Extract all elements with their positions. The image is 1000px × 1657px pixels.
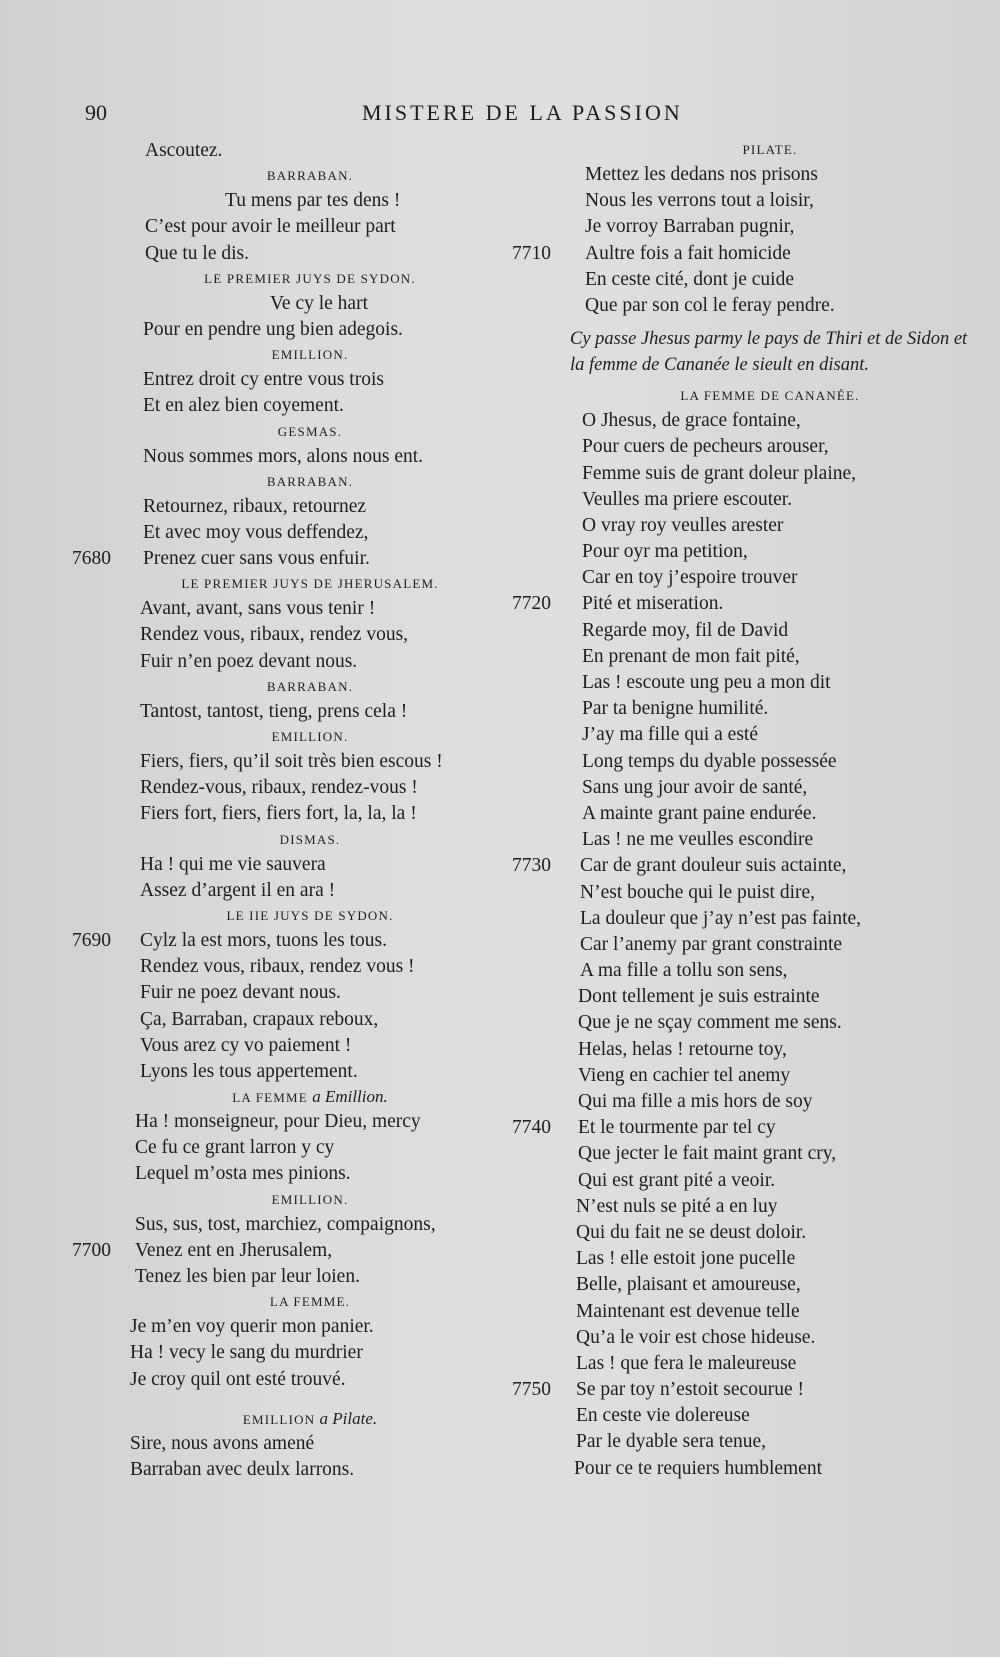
- verse-text: Las ! ne me veulles escondire: [582, 829, 814, 851]
- verse-line: [72, 928, 490, 954]
- left-text-column: [72, 138, 490, 1483]
- verse-line: [570, 1168, 970, 1194]
- verse-line: [130, 852, 490, 878]
- verse-text: Assez d’argent il en ara !: [140, 879, 336, 901]
- verse-line: [570, 1403, 970, 1429]
- verse-line: [570, 1063, 970, 1089]
- verse-text: Je croy quil ont esté trouvé.: [130, 1368, 346, 1390]
- speaker-heading: [130, 420, 490, 444]
- verse-text: Las ! que fera le maleureuse: [576, 1352, 797, 1374]
- verse-text: O Jhesus, de grace fontaine,: [582, 410, 801, 432]
- verse-line: [570, 188, 970, 214]
- verse-text: Tenez les bien par leur loien.: [135, 1266, 360, 1287]
- verse-text: Ascoutez.: [145, 140, 223, 161]
- verse-line: [570, 1194, 970, 1220]
- verse-line: [130, 1367, 490, 1393]
- verse-text: Las ! elle estoit jone pucelle: [576, 1248, 796, 1270]
- speaker-heading: [130, 267, 490, 291]
- speaker-name: LE PREMIER JUYS DE SYDON.: [204, 270, 416, 286]
- verse-line: [130, 699, 490, 725]
- verse-line: [570, 162, 970, 188]
- verse-text: J’ay ma fille qui a esté: [582, 724, 758, 746]
- verse-text: Prenez cuer sans vous enfuir.: [143, 548, 370, 570]
- verse-text: Sans ung jour avoir de santé,: [582, 776, 808, 798]
- verse-line: [570, 906, 970, 932]
- verse-text: Qui ma fille a mis hors de soy: [578, 1091, 813, 1112]
- verse-line: [570, 434, 970, 460]
- speaker-heading: [130, 675, 490, 699]
- speaker-heading: [570, 138, 970, 162]
- speaker-heading: [130, 828, 490, 852]
- verse-line: [570, 293, 970, 319]
- verse-text: Fiers fort, fiers, fiers fort, la, la, la !: [140, 803, 417, 825]
- verse-line: [512, 1115, 970, 1141]
- verse-text: Avant, avant, sans vous tenir !: [140, 598, 376, 620]
- verse-line: [130, 1457, 490, 1483]
- verse-line: [570, 827, 970, 853]
- speaker-name: LE IIE JUYS DE SYDON.: [226, 907, 394, 923]
- verse-line: [130, 980, 490, 1006]
- verse-text: Entrez droit cy entre vous trois: [143, 369, 384, 391]
- verse-text: En prenant de mon fait pité,: [582, 645, 800, 667]
- verse-line: [570, 958, 970, 984]
- verse-text: Tu mens par tes dens !: [225, 190, 401, 212]
- verse-line: [570, 1246, 970, 1272]
- verse-line: [130, 954, 490, 980]
- verse-text: Retournez, ribaux, retournez: [143, 495, 367, 517]
- verse-line: [570, 1010, 970, 1036]
- verse-line: [130, 801, 490, 827]
- speaker-name: LA FEMME: [232, 1090, 308, 1106]
- verse-line: [130, 444, 490, 470]
- verse-text: Helas, helas ! retourne toy,: [578, 1038, 787, 1060]
- verse-text: Fiers, fiers, qu’il soit très bien escous !: [140, 751, 443, 772]
- verse-text: Lyons les tous appertement.: [140, 1060, 358, 1082]
- verse-text: Ce fu ce grant larron y cy: [135, 1137, 335, 1159]
- verse-text: Qui est grant pité a veoir.: [578, 1169, 776, 1191]
- speaker-heading: [130, 904, 490, 928]
- verse-text: N’est bouche qui le puist dire,: [580, 881, 816, 903]
- verse-text: Fuir n’en poez devant nous.: [140, 650, 358, 672]
- verse-text: Rendez vous, ribaux, rendez vous !: [140, 956, 415, 978]
- verse-line: [72, 546, 490, 572]
- verse-text: Regarde moy, fil de David: [582, 619, 789, 641]
- verse-line: [570, 644, 970, 670]
- verse-text: Cylz la est mors, tuons les tous.: [140, 929, 387, 951]
- verse-text: Ça, Barraban, crapaux reboux,: [140, 1008, 379, 1030]
- verse-line: [130, 393, 490, 419]
- verse-text: Et le tourmente par tel cy: [578, 1117, 776, 1139]
- speaker-name: EMILLION.: [271, 729, 349, 744]
- verse-text: Vous arez cy vo paiement !: [140, 1034, 352, 1056]
- verse-text: Par le dyable sera tenue,: [576, 1431, 767, 1453]
- verse-line: [130, 138, 490, 164]
- verse-line: [130, 1431, 490, 1457]
- speaker-name: LA FEMME.: [269, 1294, 351, 1310]
- speaker-name: DISMAS.: [279, 831, 341, 847]
- verse-line: [570, 880, 970, 906]
- speaker-direction: a Pilate.: [315, 1408, 378, 1428]
- verse-line: [570, 932, 970, 958]
- verse-line: [570, 1456, 970, 1482]
- speaker-name: EMILLION: [242, 1411, 316, 1427]
- verse-line: [570, 618, 970, 644]
- verse-text: Sire, nous avons amené: [130, 1432, 315, 1454]
- verse-text: Rendez-vous, ribaux, rendez-vous !: [140, 777, 418, 799]
- verse-text: Aultre fois a fait homicide: [585, 242, 791, 264]
- verse-line: [130, 596, 490, 622]
- verse-text: En ceste cité, dont je cuide: [585, 268, 794, 290]
- verse-line: [130, 649, 490, 675]
- verse-line: [130, 878, 490, 904]
- speaker-heading: [130, 1188, 490, 1212]
- verse-line: [512, 1377, 970, 1403]
- verse-line: [130, 188, 490, 214]
- verse-text: Et en alez bien coyement.: [143, 395, 344, 417]
- speaker-heading: [130, 725, 490, 749]
- verse-text: C’est pour avoir le meilleur part: [145, 216, 396, 238]
- verse-line: [130, 749, 490, 775]
- verse-text: Sus, sus, tost, marchiez, compaignons,: [135, 1213, 436, 1235]
- speaker-name: GESMAS.: [277, 423, 343, 439]
- verse-line: [130, 1059, 490, 1085]
- line-number: 7730: [512, 855, 551, 877]
- verse-text: Lequel m’osta mes pinions.: [135, 1163, 351, 1185]
- verse-line: [130, 241, 490, 267]
- page-header: [0, 100, 1000, 136]
- verse-text: Mettez les dedans nos prisons: [585, 164, 818, 185]
- verse-text: Pité et miseration.: [582, 593, 724, 615]
- verse-line: [512, 853, 970, 879]
- verse-text: Rendez vous, ribaux, rendez vous,: [140, 624, 409, 646]
- verse-text: Femme suis de grant doleur plaine,: [582, 462, 857, 484]
- stage-direction: Cy passe Jhesus parmy le pays de Thiri et de Sidon et la femme de Cananée le sieult en disant.: [570, 329, 968, 375]
- verse-line: [570, 1325, 970, 1351]
- right-text-column: [512, 138, 970, 1482]
- verse-text: Venez ent en Jherusalem,: [135, 1239, 333, 1261]
- verse-text: Pour oyr ma petition,: [582, 541, 748, 563]
- verse-line: [570, 749, 970, 775]
- verse-line: [130, 494, 490, 520]
- verse-text: Qui du fait ne se deust doloir.: [576, 1221, 807, 1243]
- verse-line: [130, 367, 490, 393]
- verse-line: [570, 1429, 970, 1455]
- verse-text: Que tu le dis.: [145, 242, 249, 264]
- verse-line: [570, 513, 970, 539]
- verse-line: [130, 775, 490, 801]
- speaker-name: EMILLION.: [271, 347, 349, 363]
- verse-text: A mainte grant paine endurée.: [582, 802, 817, 824]
- speaker-name: BARRABAN.: [266, 473, 354, 489]
- line-number: 7710: [512, 242, 551, 264]
- speaker-name: EMILLION.: [271, 1191, 349, 1207]
- page-number: 90: [85, 100, 107, 125]
- verse-line: [130, 214, 490, 240]
- speaker-name: BARRABAN.: [266, 168, 354, 184]
- speaker-heading: [130, 343, 490, 367]
- verse-line: [570, 775, 970, 801]
- verse-line: [130, 1135, 490, 1161]
- verse-text: Vieng en cachier tel anemy: [578, 1064, 791, 1086]
- line-number: 7690: [72, 929, 111, 951]
- verse-line: [570, 565, 970, 591]
- verse-text: Je vorroy Barraban pugnir,: [585, 216, 795, 238]
- line-number: 7750: [512, 1379, 551, 1401]
- verse-text: Ha ! vecy le sang du murdrier: [130, 1342, 363, 1364]
- verse-text: Dont tellement je suis estrainte: [578, 986, 820, 1008]
- verse-line: [130, 1007, 490, 1033]
- running-title: MISTERE DE LA PASSION: [362, 100, 683, 125]
- verse-line: [130, 1033, 490, 1059]
- speaker-name: LA FEMME DE CANANÉE.: [680, 388, 860, 404]
- verse-text: Nous sommes mors, alons nous ent.: [143, 445, 424, 467]
- speaker-name: PILATE.: [742, 142, 798, 157]
- verse-text: Belle, plaisant et amoureuse,: [576, 1274, 801, 1296]
- verse-line: [130, 1340, 490, 1366]
- verse-line: [570, 539, 970, 565]
- verse-line: [512, 591, 970, 617]
- speaker-name: LE PREMIER JUYS DE JHERUSALEM.: [181, 576, 439, 592]
- verse-text: Barraban avec deulx larrons.: [130, 1458, 355, 1480]
- verse-text: Long temps du dyable possessée: [582, 750, 837, 772]
- verse-line: [570, 722, 970, 748]
- verse-text: Que par son col le feray pendre.: [585, 294, 835, 316]
- line-number: 7680: [72, 548, 111, 570]
- line-number: 7700: [72, 1239, 111, 1261]
- verse-text: Ve cy le hart: [270, 292, 368, 314]
- verse-text: Fuir ne poez devant nous.: [140, 982, 341, 1004]
- verse-text: Tantost, tantost, tieng, prens cela !: [140, 700, 408, 722]
- verse-line: [570, 267, 970, 293]
- speaker-heading: [130, 1085, 490, 1109]
- verse-text: Las ! escoute ung peu a mon dit: [582, 672, 831, 693]
- verse-line: [72, 1238, 490, 1264]
- verse-line: [570, 1089, 970, 1115]
- verse-line: [570, 801, 970, 827]
- speaker-heading: [130, 470, 490, 494]
- verse-line: [130, 317, 490, 343]
- verse-text: Car l’anemy par grant constrainte: [580, 933, 843, 955]
- verse-text: Se par toy n’estoit secourue !: [576, 1379, 804, 1401]
- verse-text: Qu’a le voir est chose hideuse.: [576, 1326, 816, 1348]
- verse-text: La douleur que j’ay n’est pas fainte,: [580, 907, 862, 929]
- verse-line: [130, 1314, 490, 1340]
- verse-line: [130, 291, 490, 317]
- verse-text: Par ta benigne humilité.: [582, 698, 769, 720]
- verse-line: [570, 1351, 970, 1377]
- speaker-heading: [130, 1290, 490, 1314]
- verse-text: Ha ! monseigneur, pour Dieu, mercy: [135, 1111, 421, 1133]
- speaker-direction: a Emillion.: [307, 1087, 388, 1107]
- verse-line: [570, 1272, 970, 1298]
- verse-text: En ceste vie dolereuse: [576, 1405, 750, 1427]
- verse-text: Et avec moy vous deffendez,: [143, 521, 369, 543]
- verse-text: Veulles ma priere escouter.: [582, 488, 793, 510]
- speaker-heading: [130, 1407, 490, 1431]
- verse-line: [570, 696, 970, 722]
- verse-text: Pour cuers de pecheurs arouser,: [582, 436, 829, 458]
- verse-line: [570, 214, 970, 240]
- verse-line: [512, 241, 970, 267]
- speaker-name: BARRABAN.: [266, 678, 354, 694]
- verse-text: Car en toy j’espoire trouver: [582, 567, 798, 589]
- verse-text: O vray roy veulles arester: [582, 514, 784, 536]
- verse-text: N’est nuls se pité a en luy: [576, 1195, 778, 1217]
- verse-line: [130, 1109, 490, 1135]
- verse-line: [130, 1212, 490, 1238]
- verse-line: [570, 670, 970, 696]
- verse-line: [570, 1141, 970, 1167]
- verse-line: [570, 984, 970, 1010]
- line-number: 7720: [512, 593, 551, 615]
- verse-line: [130, 1264, 490, 1290]
- verse-text: Que jecter le fait maint grant cry,: [578, 1143, 837, 1165]
- verse-text: Ha ! qui me vie sauvera: [140, 853, 326, 875]
- verse-line: [130, 1161, 490, 1187]
- spacer: [130, 1393, 490, 1407]
- speaker-heading: [130, 164, 490, 188]
- verse-line: [570, 1299, 970, 1325]
- verse-text: Pour ce te requiers humblement: [574, 1457, 823, 1479]
- verse-text: Que je ne sçay comment me sens.: [578, 1012, 842, 1034]
- speaker-heading: [130, 572, 490, 596]
- verse-text: Je m’en voy querir mon panier.: [130, 1316, 374, 1338]
- verse-line: [570, 408, 970, 434]
- verse-line: [570, 461, 970, 487]
- verse-text: Maintenant est devenue telle: [576, 1300, 800, 1322]
- verse-line: [570, 1037, 970, 1063]
- line-number: 7740: [512, 1117, 551, 1139]
- verse-text: Nous les verrons tout a loisir,: [585, 190, 814, 212]
- verse-line: [130, 622, 490, 648]
- verse-line: [130, 520, 490, 546]
- verse-line: [570, 487, 970, 513]
- speaker-heading: [570, 384, 970, 408]
- verse-text: A ma fille a tollu son sens,: [580, 960, 788, 982]
- verse-text: Pour en pendre ung bien adegois.: [143, 318, 403, 340]
- verse-text: Car de grant douleur suis actainte,: [580, 855, 847, 877]
- verse-line: [570, 1220, 970, 1246]
